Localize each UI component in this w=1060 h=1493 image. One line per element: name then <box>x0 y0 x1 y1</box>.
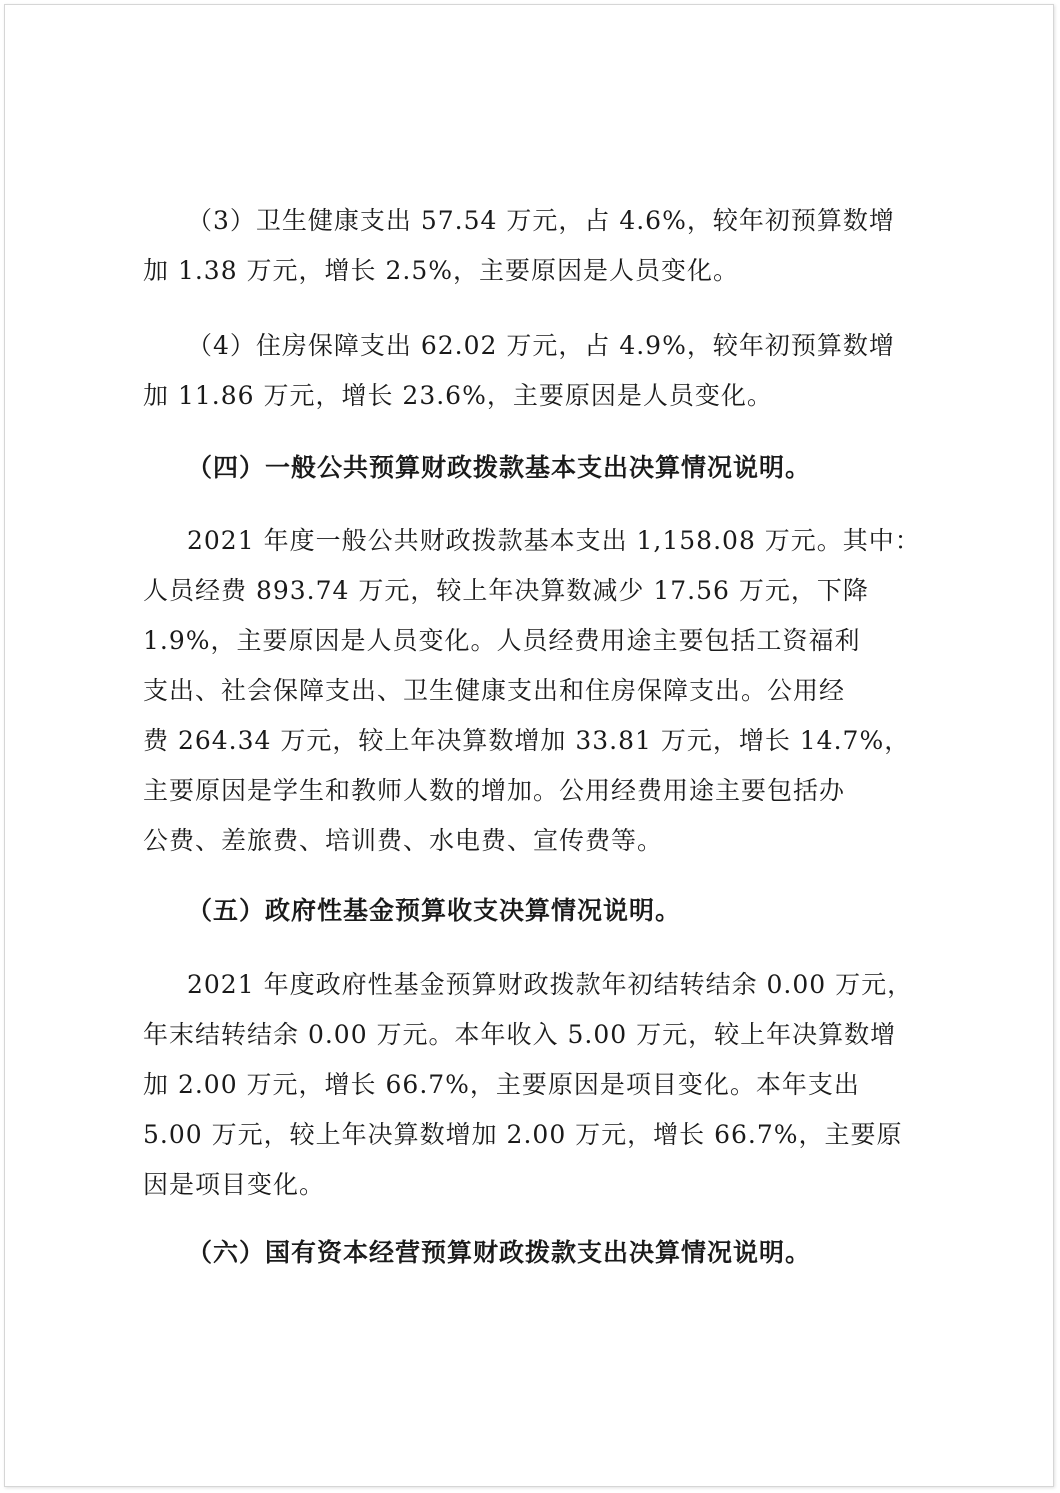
text-line: 加 11.86 万元，增长 23.6%，主要原因是人员变化。 <box>143 381 773 410</box>
text-line: 加 2.00 万元，增长 66.7%，主要原因是项目变化。本年支出 <box>143 1070 860 1099</box>
text-line: 因是项目变化。 <box>143 1170 326 1199</box>
heading-text: （四）一般公共预算财政拨款基本支出决算情况说明。 <box>187 453 812 482</box>
text-line: 加 1.38 万元，增长 2.5%，主要原因是人员变化。 <box>143 256 740 285</box>
text-line: 费 264.34 万元，较上年决算数增加 33.81 万元，增长 14.7%， <box>143 726 911 755</box>
text-line: 人员经费 893.74 万元，较上年决算数减少 17.56 万元，下降 <box>143 576 869 605</box>
text-line: 年末结转结余 0.00 万元。本年收入 5.00 万元，较上年决算数增 <box>143 1020 897 1049</box>
text-line: （4）住房保障支出 62.02 万元，占 4.9%，较年初预算数增 <box>187 331 895 360</box>
text-line: 2021 年度政府性基金预算财政拨款年初结转结余 0.00 万元， <box>187 970 914 999</box>
text-line: 5.00 万元，较上年决算数增加 2.00 万元，增长 66.7%，主要原 <box>143 1120 903 1149</box>
text-line: 1.9%，主要原因是人员变化。人员经费用途主要包括工资福利 <box>143 626 861 655</box>
text-line: 公费、差旅费、培训费、水电费、宣传费等。 <box>143 826 664 855</box>
text-line: （3）卫生健康支出 57.54 万元，占 4.6%，较年初预算数增 <box>187 206 895 235</box>
heading-text: （五）政府性基金预算收支决算情况说明。 <box>187 896 682 925</box>
text-line: 主要原因是学生和教师人数的增加。公用经费用途主要包括办 <box>143 776 846 805</box>
text-line: 2021 年度一般公共财政拨款基本支出 1,158.08 万元。其中： <box>187 526 921 555</box>
text-line: 支出、社会保障支出、卫生健康支出和住房保障支出。公用经 <box>143 676 846 705</box>
heading-text: （六）国有资本经营预算财政拨款支出决算情况说明。 <box>187 1238 812 1267</box>
